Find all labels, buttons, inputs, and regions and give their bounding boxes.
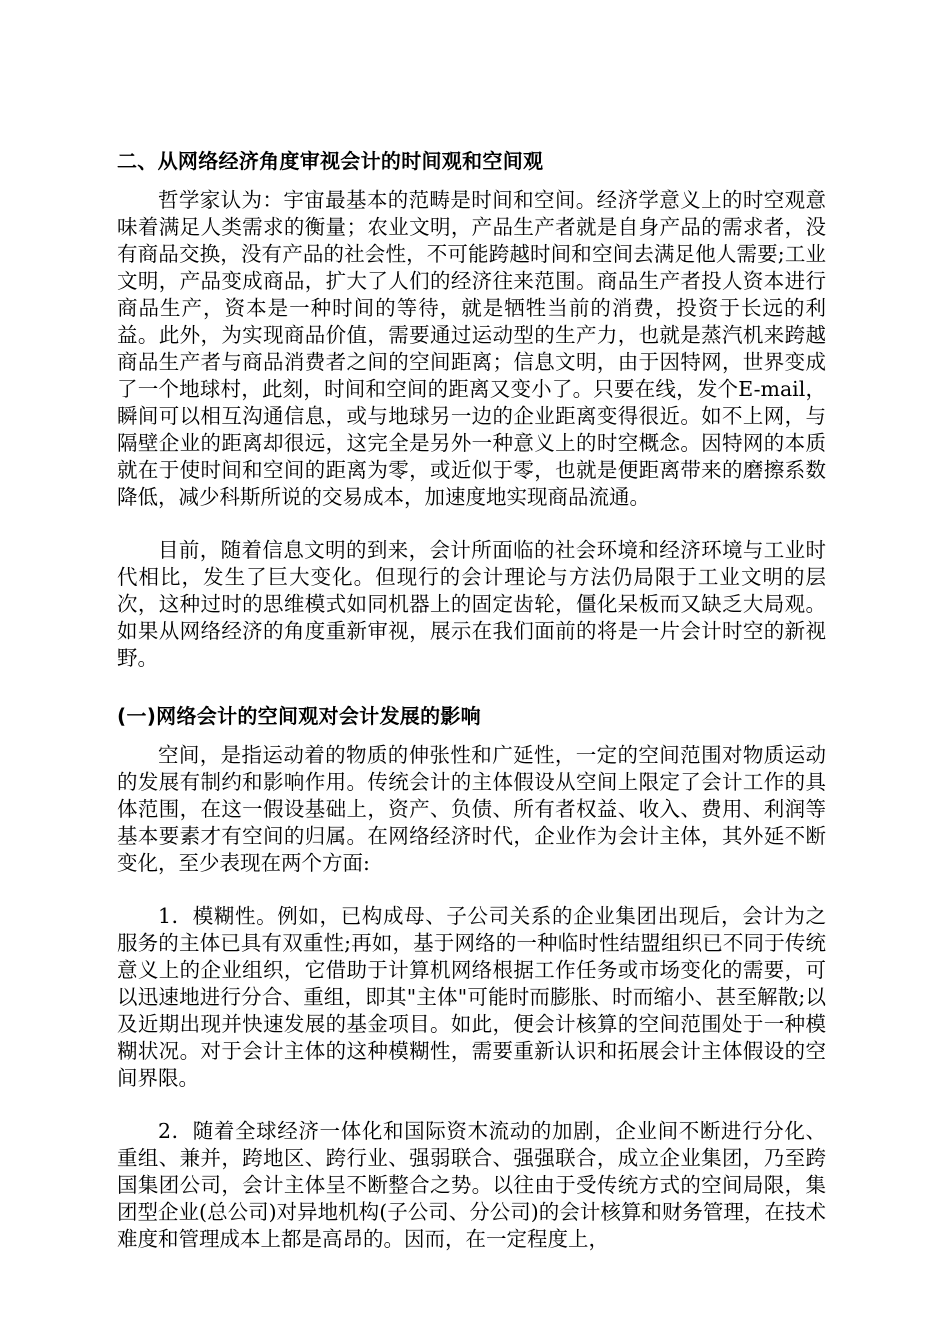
subsection-title: (一)网络会计的空间观对会计发展的影响 [117, 704, 481, 728]
paragraph-space: 空间，是指运动着的物质的伸张性和广延性，一定的空间范围对物质运动的发展有制约和影响作用。传统会计的主体假设从空间上限定了会计工作的具体范围，在这一假设基础上，资产、负债、所有者权益、收入、费用、利润等基本要素才有空间的归属。在网络经济时代，企业作为会计主体，其外延不断变化，至少表现在两个方面: [117, 743, 826, 875]
paragraph-philosophy: 哲学家认为：宇宙最基本的范畴是时间和空间。经济学意义上的时空观意味着满足人类需求的衡量；农业文明，产品生产者就是自身产品的需求者，没有商品交换，没有产品的社会性，不可能跨越时间和空间去满足他人需要;工业文明，产品变成商品，扩大了人们的经济往来范围。商品生产者投人资本进行商品生产，资本是一种时间的等待，就是牺牲当前的消费，投资于长远的利益。此外，为实现商品价值，需要通过运动型的生产力，也就是蒸汽机来跨越商品生产者与商品消费者之间的空间距离；信息文明，由于因特网，世界变成了一个地球村，此刻，时间和空间的距离又变小了。只要在线，发个E-mail，瞬间可以相互沟通信息，或与地球另一边的企业距离变得很近。如不上网，与隔壁企业的距离却很远，这完全是另外一种意义上的时空概念。因特网的本质就在于使时间和空间的距离为零，或近似于零，也就是便距离带来的磨擦系数降低，减少科斯所说的交易成本，加速度地实现商品流通。 [117, 188, 826, 509]
paragraph-point-1: 1．模糊性。例如，已构成母、子公司关系的企业集团出现后，会计为之服务的主体已具有双重性;再如，基于网络的一种临时性结盟组织已不同于传统意义上的企业组织，它借助于计算机网络根据工作任务或市场变化的需要，可以迅速地进行分合、重组，即其"主体"可能时而膨胀、时而缩小、甚至解散;以及近期出现并快速发展的基金项目。如此，便会计核算的空间范围处于一种模糊状况。对于会计主体的这种模糊性，需要重新认识和拓展会计主体假设的空间界限。 [117, 904, 826, 1090]
paragraph-point-2: 2．随着全球经济一体化和国际资木流动的加剧，企业间不断进行分化、重组、兼并，跨地区、跨行业、强弱联合、强强联合，成立企业集团，乃至跨国集团公司，会计主体呈不断整合之势。以往由于受传统方式的空间局限，集团型企业(总公司)对异地机构(子公司、分公司)的会计核算和财务管理，在技术难度和管理成本上都是高昂的。因而，在一定程度上， [117, 1119, 826, 1251]
section-title: 二、从网络经济角度审视会计的时间观和空间观 [117, 149, 544, 173]
paragraph-information-age: 目前，随着信息文明的到来，会计所面临的社会环境和经济环境与工业时代相比，发生了巨大变化。但现行的会计理论与方法仍局限于工业文明的层次，这种过时的思维模式如同机器上的固定齿轮，僵化呆板而又缺乏大局观。如果从网络经济的角度重新审视，展示在我们面前的将是一片会计时空的新视野。 [117, 538, 826, 670]
